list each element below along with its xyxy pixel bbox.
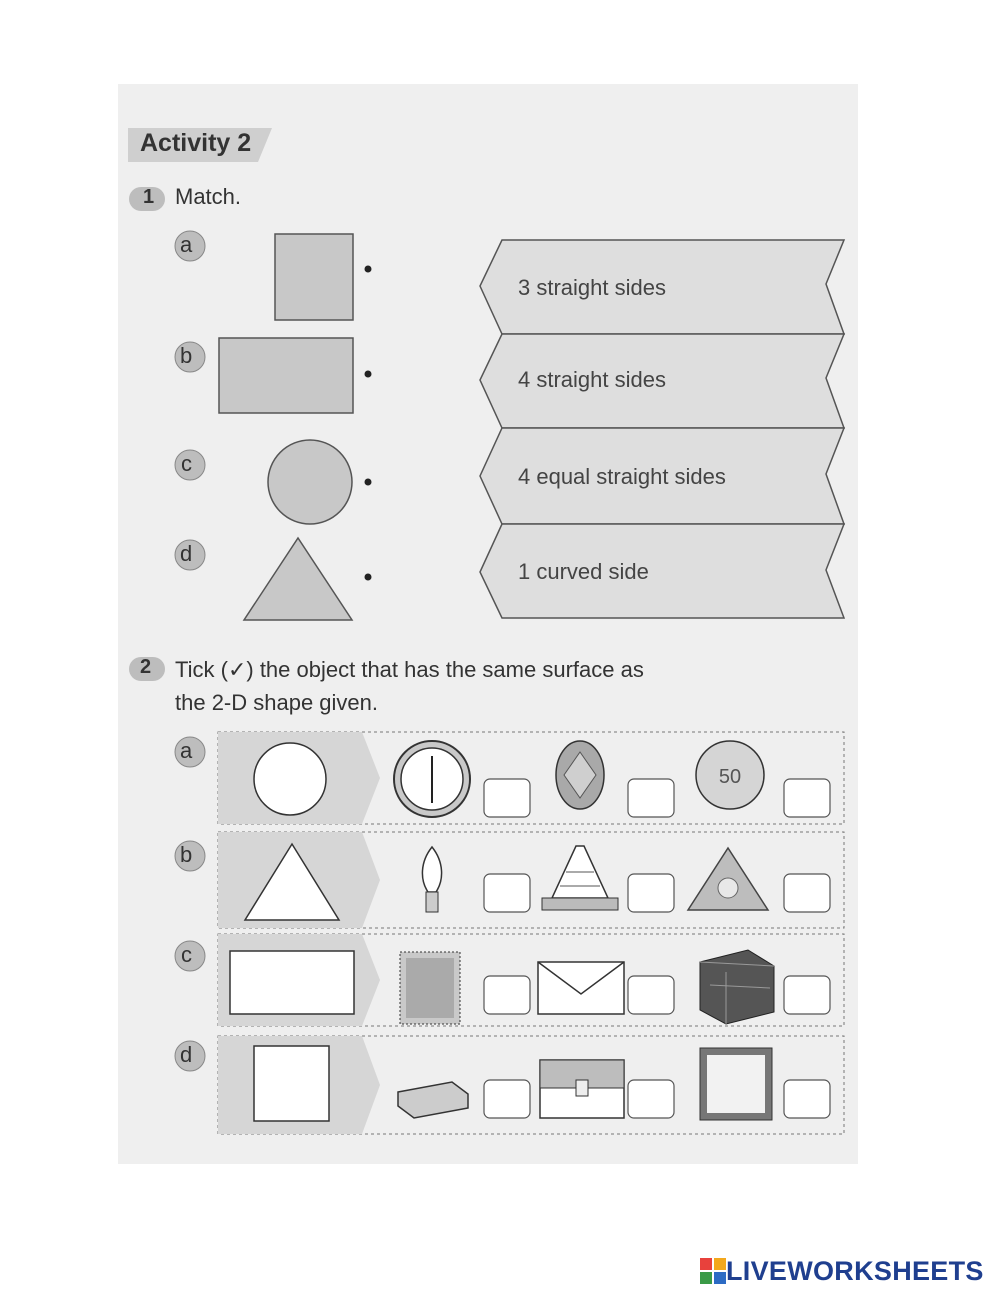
q1-item-label-d: d [180,541,193,566]
tick-box-a2[interactable] [628,779,674,817]
q2-instruction-line2: the 2-D shape given. [175,690,379,715]
clock-icon [394,741,470,817]
q2-row-label-d: d [180,1042,193,1067]
tick-box-c1[interactable] [484,976,530,1014]
tick-box-c3[interactable] [784,976,830,1014]
q1-instruction: Match. [175,184,242,209]
option-text-3: 4 equal straight sides [518,464,726,489]
traffic-cone-icon [542,846,618,910]
q1-item-label-a: a [180,232,193,257]
picture-frame-icon [700,1048,772,1120]
tick-box-d1[interactable] [484,1080,530,1118]
eraser-icon [398,1082,468,1118]
tick-box-b1[interactable] [484,874,530,912]
q2-circle-shape [254,743,326,815]
tick-box-d3[interactable] [784,1080,830,1118]
q1-item-label-c: c [181,451,192,476]
q2-row-label-b: b [180,842,193,867]
q2-row-label-c: c [181,942,192,967]
purse-icon [540,1060,624,1118]
tick-box-b2[interactable] [628,874,674,912]
tick-box-a1[interactable] [484,779,530,817]
option-text-1: 3 straight sides [518,275,666,300]
triangle-tile-icon [688,848,768,910]
q2-instruction-line1: Tick (✓) the object that has the same surface as [175,657,644,682]
q2-square-shape [254,1046,329,1121]
option-text-2: 4 straight sides [518,367,666,392]
brand-name: LIVEWORKSHEETS [726,1255,984,1286]
envelope-icon [538,962,624,1014]
activity-title: Activity 2 [140,129,252,157]
q2-row-label-a: a [180,738,193,763]
rubiks-cube-icon [700,950,774,1024]
gem-icon [556,741,604,809]
stamp-icon [400,952,460,1024]
tick-box-d2[interactable] [628,1080,674,1118]
coin-value: 50 [718,766,742,788]
brand-logo-icon [700,1258,726,1284]
option-text-4: 1 curved side [518,559,649,584]
tick-box-a3[interactable] [784,779,830,817]
q2-rectangle-shape [230,951,354,1014]
coin-icon [696,741,764,809]
tick-box-c2[interactable] [628,976,674,1014]
tick-box-b3[interactable] [784,874,830,912]
brand-logo [700,1254,984,1288]
q2-number: 2 [140,656,152,678]
light-bulb-icon [422,847,441,912]
q1-item-label-b: b [180,343,193,368]
q1-number: 1 [143,186,155,208]
